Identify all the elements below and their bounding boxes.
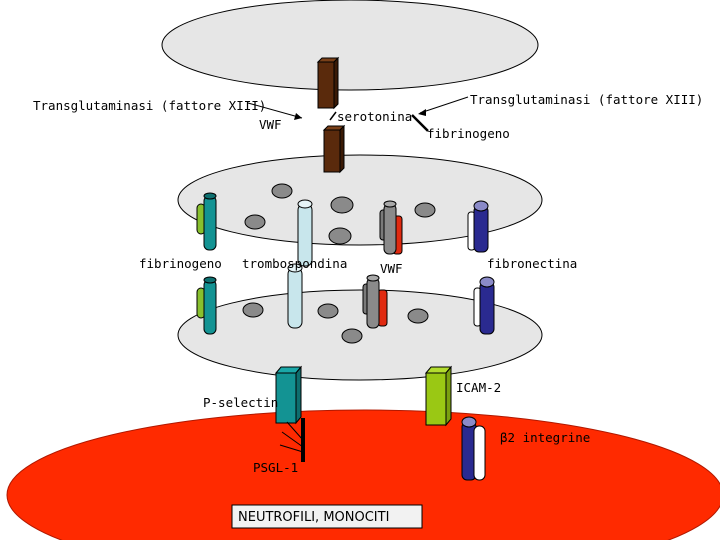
label-fibrinogeno-mid: fibrinogeno [139, 256, 222, 271]
platform-top [162, 0, 538, 90]
label-p-selectin: P-selectin [203, 395, 279, 410]
label-neutrofili-monociti: NEUTROFILI, MONOCITI [238, 510, 390, 525]
label-fibrinogeno-top: fibrinogeno [427, 126, 510, 141]
label-transglutaminasi-right: Transglutaminasi (fattore XIII) [470, 92, 704, 107]
label-transglutaminasi-left: Transglutaminasi (fattore XIII) [33, 98, 267, 113]
vwf-receptor-lower [363, 275, 387, 328]
b2-integrine-receptor [462, 417, 485, 480]
label-psgl1: PSGL-1 [253, 460, 299, 475]
label-serotonina: serotonina [337, 109, 413, 124]
serotonina-block [324, 126, 344, 172]
p-selectin-block [276, 367, 301, 423]
vwf-block-top [318, 58, 338, 108]
arrow-transglutaminasi-right [420, 97, 468, 113]
label-icam2: ICAM-2 [456, 380, 502, 395]
trombospondina-lower [288, 264, 302, 328]
label-b2-integrine: β2 integrine [500, 430, 591, 445]
label-trombospondina: trombospondina [242, 256, 348, 271]
link-serotonina-fibrinogeno [412, 115, 428, 131]
label-fibronectina: fibronectina [487, 256, 578, 271]
fibronectina-receptor-lower [474, 277, 494, 334]
label-vwf-top: VWF [259, 117, 282, 132]
label-vwf-mid: VWF [380, 261, 403, 276]
link-vwf-serotonina [330, 112, 336, 120]
icam2-block [426, 367, 451, 425]
